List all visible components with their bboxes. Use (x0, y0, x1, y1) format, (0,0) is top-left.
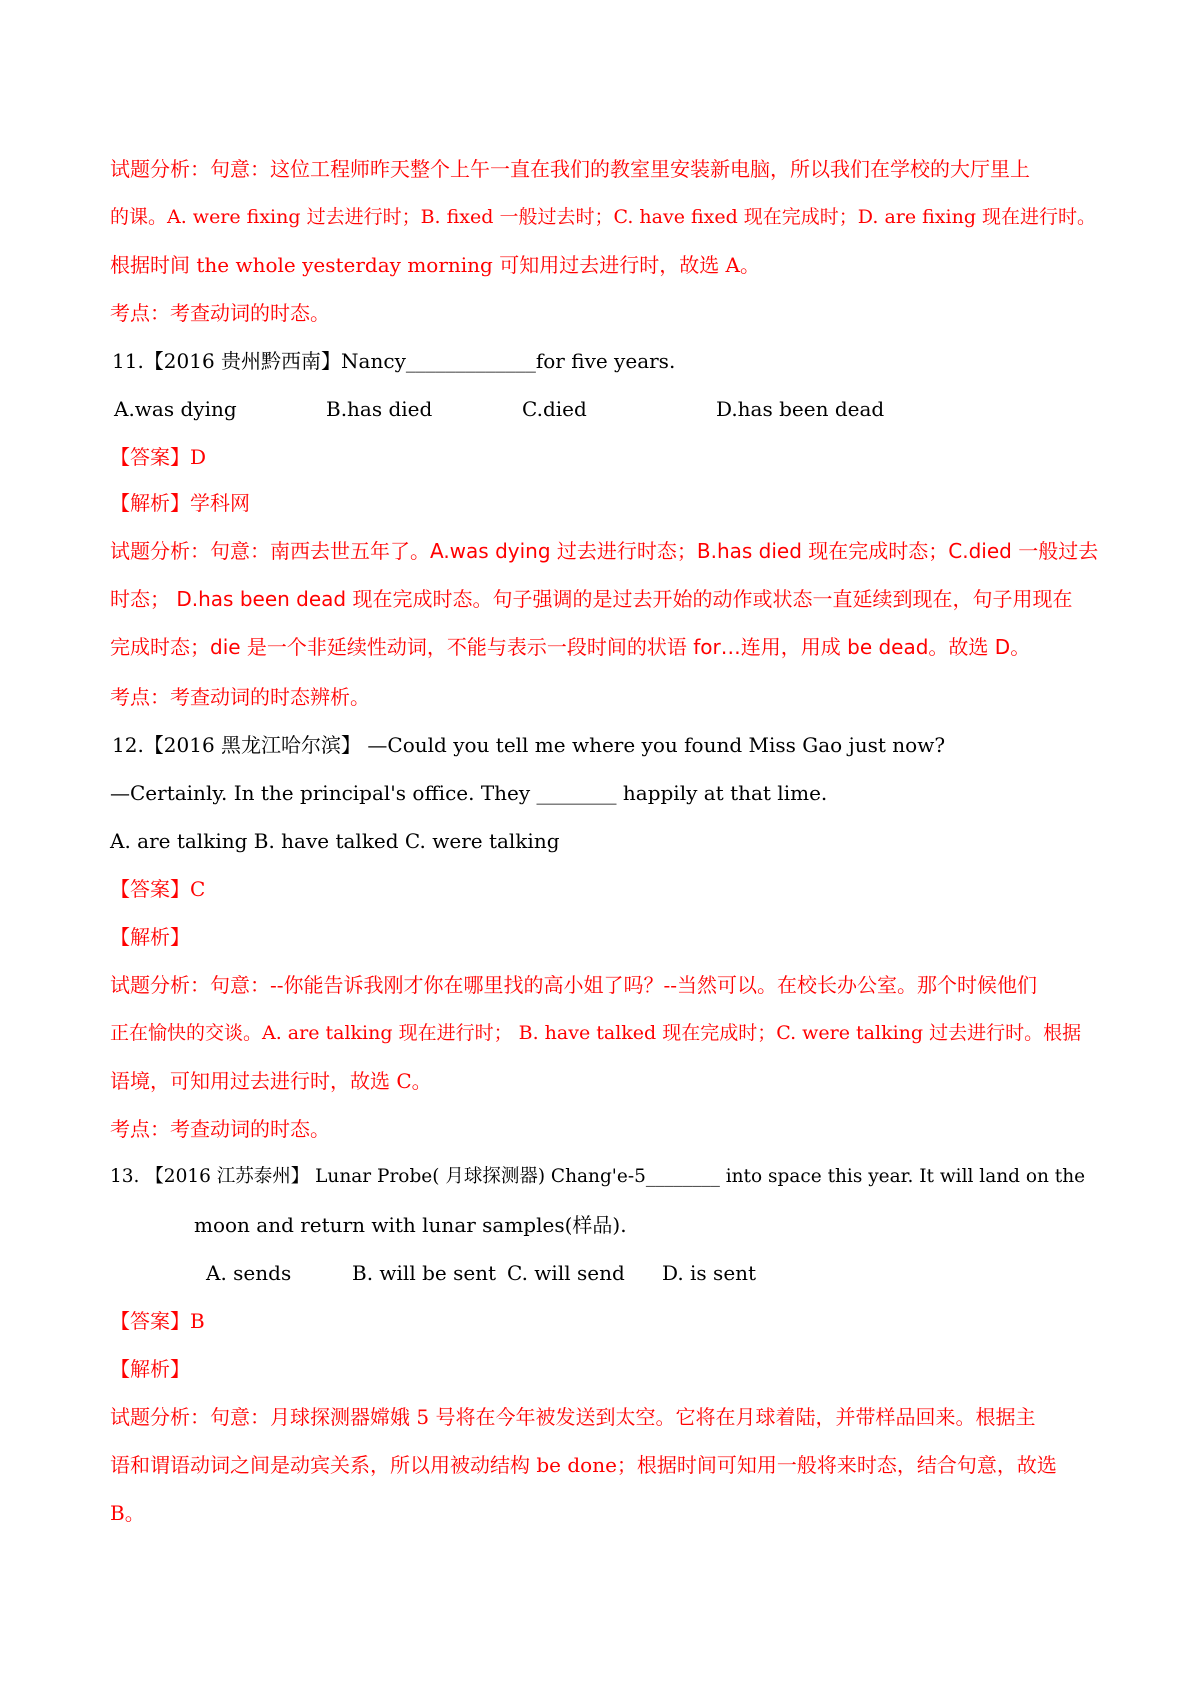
q10-analysis-line-3: 根据时间 the whole yesterday morning 可知用过去进行时，故选 A。 (110, 253, 760, 277)
q11-option-d: D.has been dead (716, 397, 885, 421)
q12-analysis-line-2: 正在愉快的交谈。A. are talking 现在进行时； B. have talked 现在完成时；C. were talking 过去进行时。根据 (110, 1022, 1082, 1044)
q11-analysis-line-2: 时态； D.has been dead 现在完成时态。句子强调的是过去开始的动作或状态一直延续到现在，句子用现在 (110, 587, 1073, 611)
q11-option-b: B.has died (326, 397, 433, 421)
q11-option-a: A.was dying (114, 397, 237, 421)
q11-question: 11.【2016 贵州黔西南】Nancy_____________for five years. (112, 349, 676, 373)
q10-analysis-line-2: 的课。A. were fixing 过去进行时；B. fixed 一般过去时；C. have fixed 现在完成时；D. are fixing 现在进行时。 (110, 206, 1097, 228)
q11-jiexi: 【解析】学科网 (110, 491, 250, 515)
q13-analysis-line-2: 语和谓语动词之间是动宾关系，所以用被动结构 be done；根据时间可知用一般将来时态，结合句意，故选 (110, 1453, 1057, 1477)
q12-question: 12.【2016 黑龙江哈尔滨】 —Could you tell me where you found Miss Gao just now? (112, 733, 946, 757)
q12-analysis-line-1: 试题分析：句意：--你能告诉我刚才你在哪里找的高小姐了吗？--当然可以。在校长办公室。那个时候他们 (110, 973, 1038, 997)
q13-answer: 【答案】B (110, 1309, 205, 1333)
q13-option-a: A. sends (206, 1261, 292, 1285)
q11-analysis-line-3: 完成时态；die 是一个非延续性动词，不能与表示一段时间的状语 for…连用，用成 be dead。故选 D。 (110, 635, 1031, 659)
q10-point: 考点：考查动词的时态。 (110, 301, 330, 325)
q13-jiexi: 【解析】 (110, 1357, 190, 1381)
q12-question-line-2: —Certainly. In the principal's office. They ________ happily at that lime. (110, 781, 828, 805)
q12-answer: 【答案】C (110, 877, 206, 901)
q12-point: 考点：考查动词的时态。 (110, 1117, 330, 1141)
q12-analysis-line-3: 语境，可知用过去进行时，故选 C。 (110, 1069, 432, 1093)
q13-question-line-2: moon and return with lunar samples(样品). (194, 1213, 627, 1237)
q11-answer: 【答案】D (110, 445, 207, 469)
q12-options: A. are talking B. have talked C. were talking (110, 829, 560, 853)
q13-option-b: B. will be sent (352, 1261, 497, 1285)
q10-analysis-line-1: 试题分析：句意：这位工程师昨天整个上午一直在我们的教室里安装新电脑，所以我们在学校的大厅里上 (110, 157, 1030, 181)
q11-point: 考点：考查动词的时态辨析。 (110, 685, 370, 709)
q11-analysis-line-1: 试题分析：句意：南西去世五年了。A.was dying 过去进行时态；B.has died 现在完成时态；C.died 一般过去 (110, 539, 1099, 563)
q13-analysis-line-1: 试题分析：句意：月球探测器嫦娥 5 号将在今年被发送到太空。它将在月球着陆，并带样品回来。根据主 (110, 1405, 1036, 1429)
q12-jiexi: 【解析】 (110, 925, 190, 949)
q13-option-d: D. is sent (662, 1261, 757, 1285)
q11-option-c: C.died (522, 397, 587, 421)
q13-analysis-line-3: B。 (110, 1501, 145, 1525)
q13-option-c: C. will send (507, 1261, 625, 1285)
q13-question: 13. 【2016 江苏泰州】 Lunar Probe( 月球探测器) Chang'e-5________ into space this year. It will land on the (110, 1166, 1086, 1187)
